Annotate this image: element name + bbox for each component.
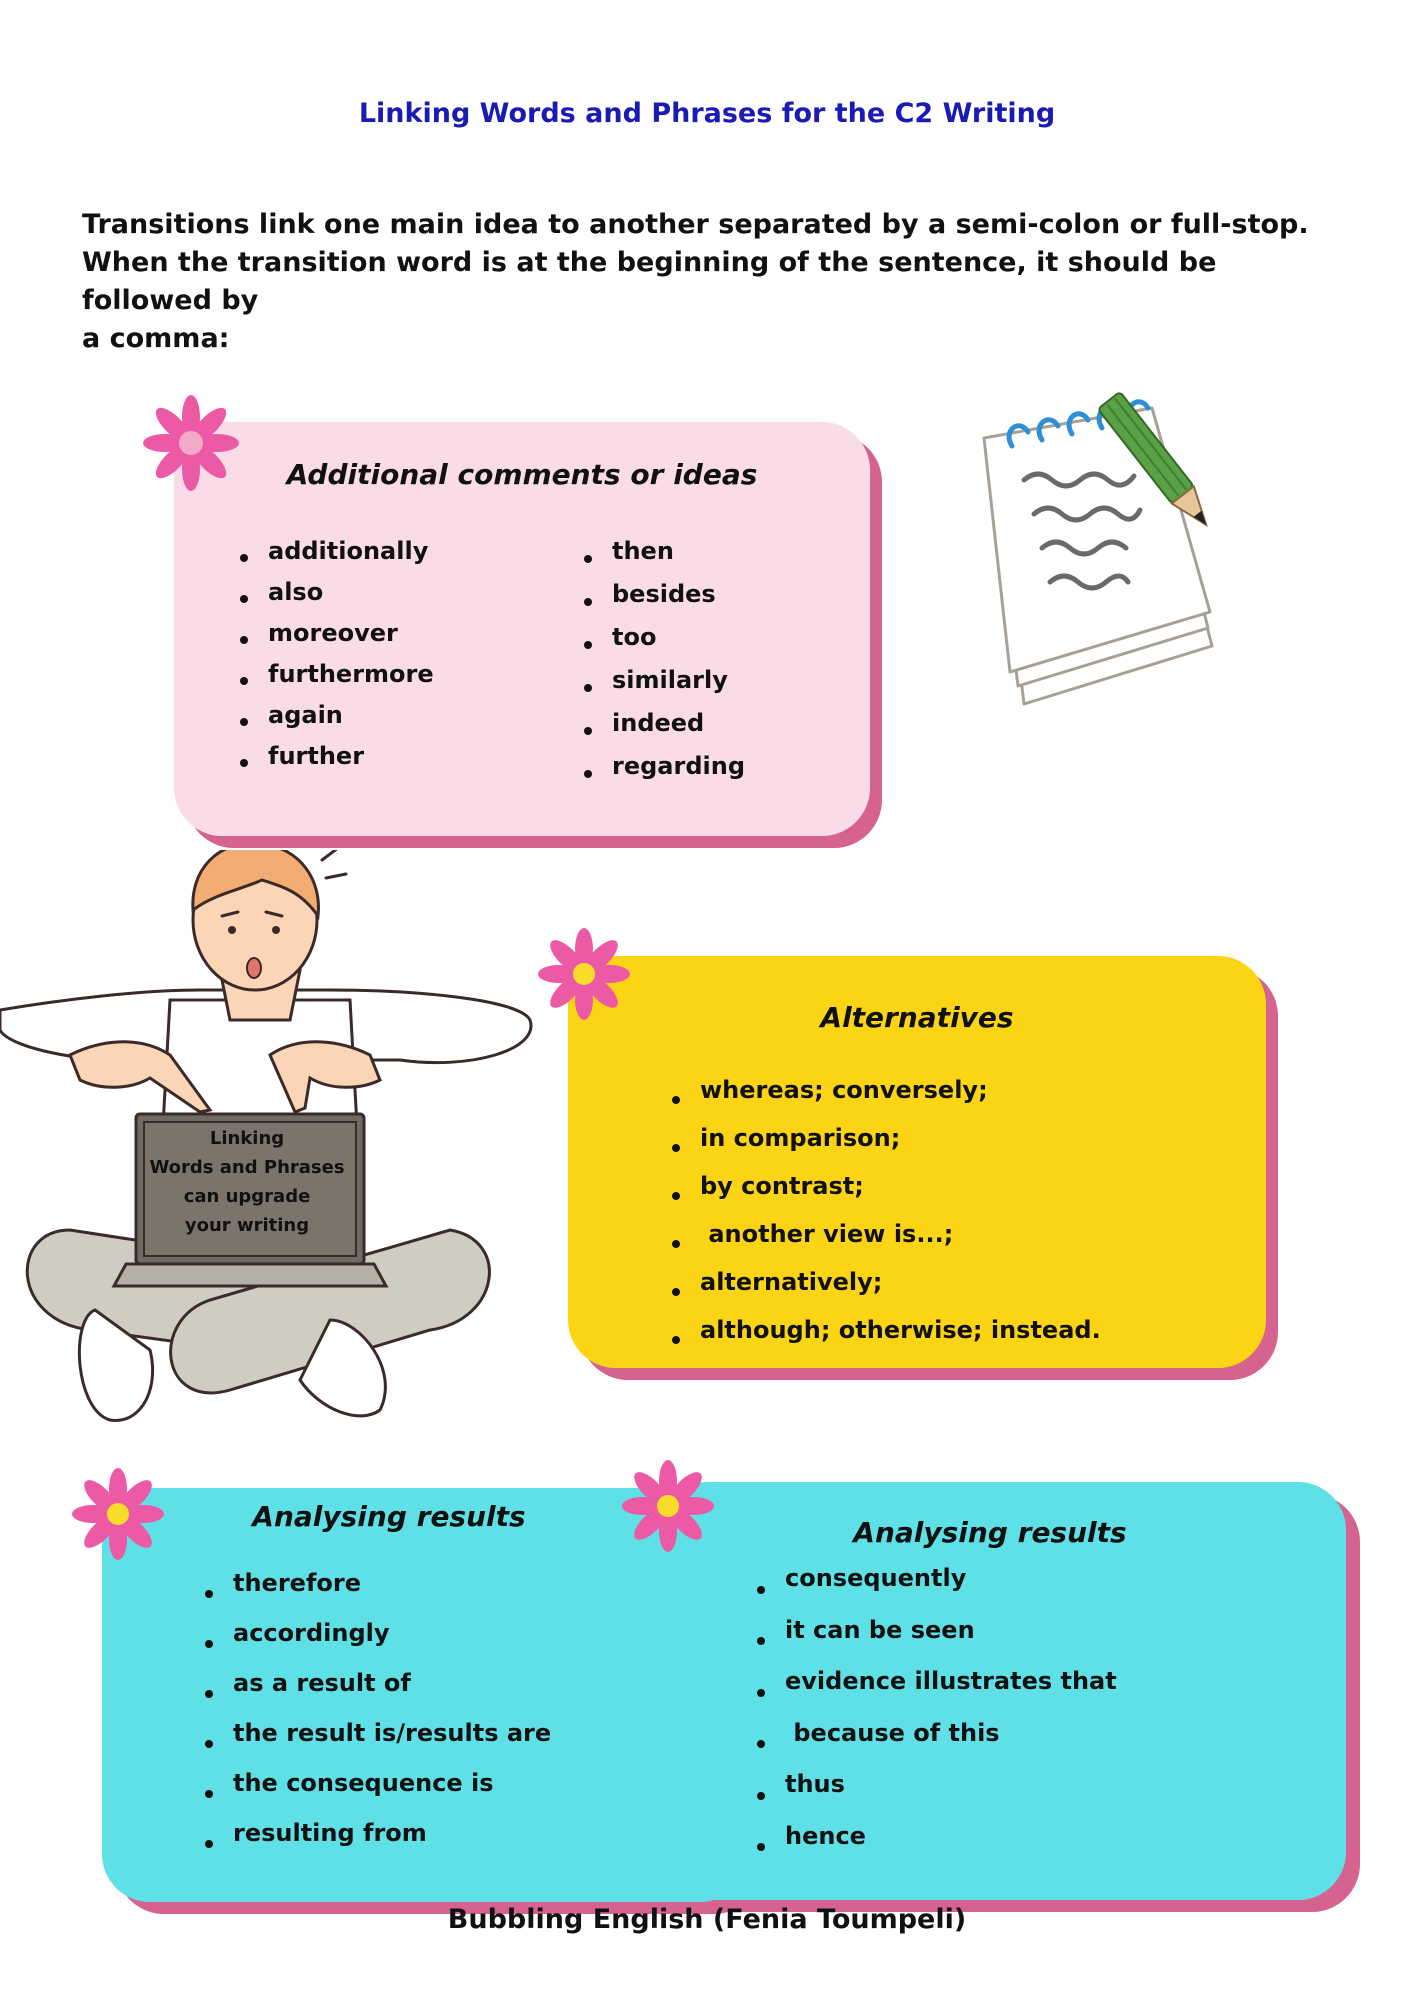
list-item: evidence illustrates that <box>757 1667 1277 1719</box>
alternatives-list <box>672 1076 1252 1364</box>
notepad-pencil-icon <box>980 384 1280 714</box>
flower-icon <box>66 1464 170 1564</box>
list-item: then <box>584 537 854 580</box>
additional-list-left <box>240 537 570 783</box>
list-item: the result is/results are <box>205 1719 675 1769</box>
list-item: further <box>240 742 570 783</box>
list-item: it can be seen <box>757 1616 1277 1668</box>
laptop-text-line: can upgrade <box>183 1186 311 1207</box>
list-item: indeed <box>584 709 854 752</box>
flower-icon <box>532 924 636 1024</box>
alternatives-title: Alternatives <box>820 1001 1014 1034</box>
results-left-list <box>205 1569 675 1869</box>
list-item: alternatively; <box>672 1268 1252 1316</box>
list-item: because of this <box>757 1719 1277 1771</box>
list-item: the consequence is <box>205 1769 675 1819</box>
additional-list-right <box>584 537 854 795</box>
additional-title: Additional comments or ideas <box>286 458 758 491</box>
page-title: Linking Words and Phrases for the C2 Writing <box>358 98 1056 129</box>
list-item: similarly <box>584 666 854 709</box>
results-left-title: Analysing results <box>252 1500 526 1533</box>
list-item: resulting from <box>205 1819 675 1869</box>
list-item: consequently <box>757 1564 1277 1616</box>
flower-icon <box>138 392 244 494</box>
list-item: therefore <box>205 1569 675 1619</box>
list-item: whereas; conversely; <box>672 1076 1252 1124</box>
list-item: regarding <box>584 752 854 795</box>
list-item: hence <box>757 1822 1277 1874</box>
results-right-title: Analysing results <box>853 1516 1127 1549</box>
list-item: additionally <box>240 537 570 578</box>
laptop-text-line: Words and Phrases <box>149 1157 345 1178</box>
list-item: by contrast; <box>672 1172 1252 1220</box>
list-item: furthermore <box>240 660 570 701</box>
intro-line: a comma: <box>82 323 230 354</box>
list-item: accordingly <box>205 1619 675 1669</box>
results-right-list <box>757 1564 1277 1873</box>
list-item: another view is...; <box>672 1220 1252 1268</box>
list-item: also <box>240 578 570 619</box>
list-item: too <box>584 623 854 666</box>
intro-line: Transitions link one main idea to another separated by a semi-colon or full-stop. <box>82 209 1309 240</box>
list-item: again <box>240 701 570 742</box>
laptop-text-line: Linking <box>209 1128 285 1149</box>
intro-paragraph <box>82 206 1332 358</box>
laptop-text-line: your writing <box>184 1215 310 1236</box>
list-item: thus <box>757 1770 1277 1822</box>
flower-icon <box>616 1456 720 1556</box>
list-item: moreover <box>240 619 570 660</box>
list-item: besides <box>584 580 854 623</box>
laptop-screen-text <box>142 1124 352 1240</box>
footer-credit: Bubbling English (Fenia Toumpeli) <box>447 1904 967 1935</box>
intro-line: When the transition word is at the beginning of the sentence, it should be followed by <box>82 247 1217 316</box>
list-item: as a result of <box>205 1669 675 1719</box>
list-item: although; otherwise; instead. <box>672 1316 1252 1364</box>
list-item: in comparison; <box>672 1124 1252 1172</box>
